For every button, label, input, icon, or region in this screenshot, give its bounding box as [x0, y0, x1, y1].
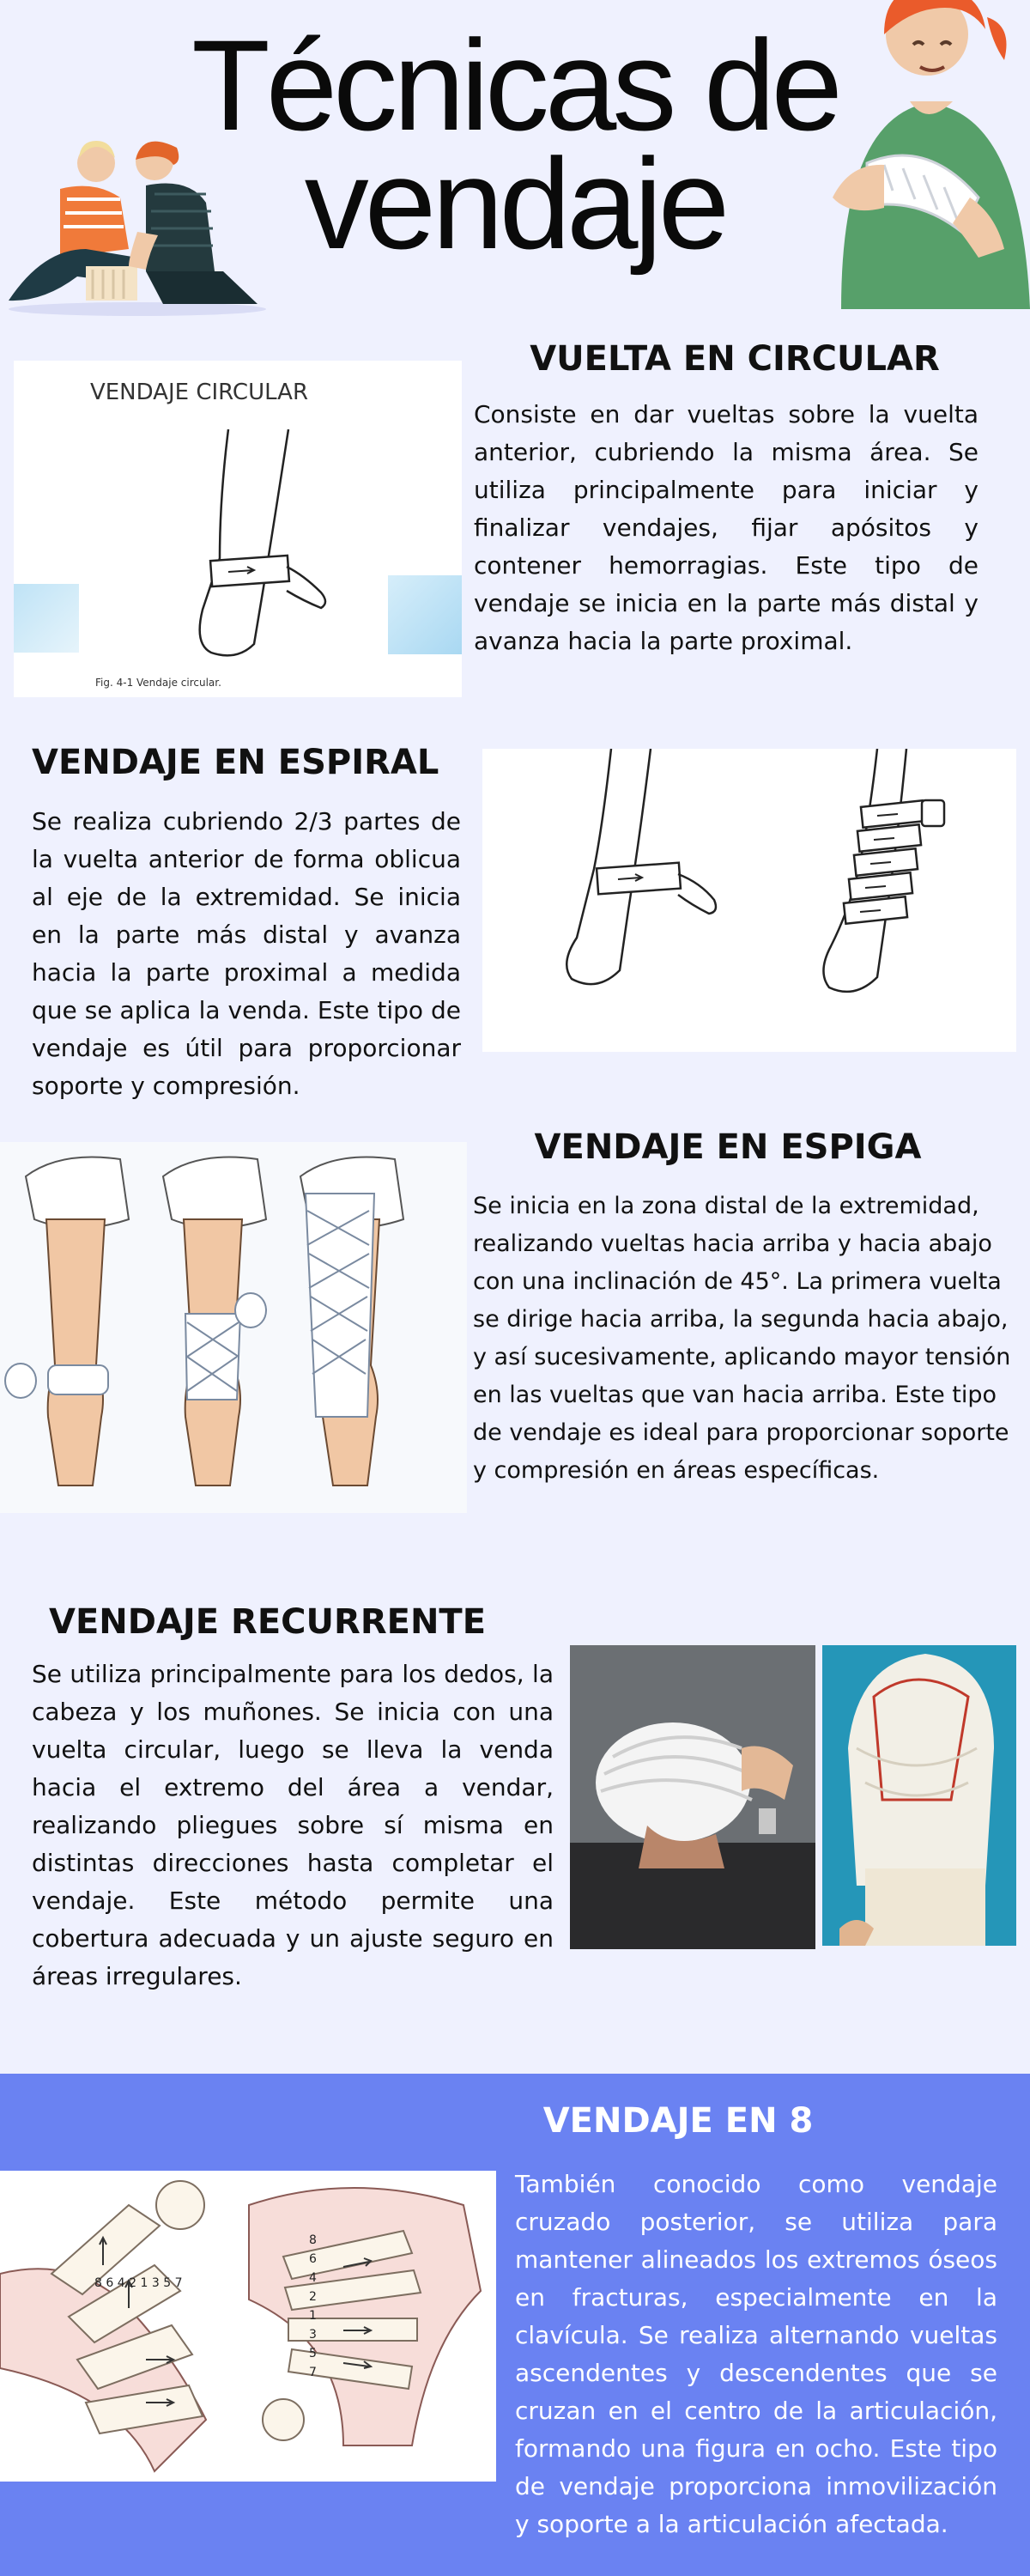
figure-number-left: 2 [129, 2276, 137, 2290]
first-aid-people-illustration [0, 137, 275, 318]
spiral-bandage-drawing [534, 749, 980, 1049]
figure-number-right: 2 [309, 2290, 317, 2304]
figure-number-right: 7 [309, 2366, 317, 2379]
figure-number-left: 7 [174, 2276, 183, 2290]
spiral-bandage-figure [482, 749, 1016, 1052]
injured-arm-person-illustration [824, 0, 1030, 318]
circular-text: Consiste en dar vueltas sobre la vuelta anterior, cubriendo la misma área. Se utiliza principalmente para iniciar y finalizar vendajes, fijar apósitos y contener hemorragias. Este tipo de vendaje se inicia en la parte más distal y avanza hacia la parte proximal. [474, 400, 978, 655]
figure-number-left: 8 [94, 2276, 102, 2290]
head-bandage-photo [570, 1645, 815, 1949]
figure-number-right: 6 [309, 2252, 317, 2266]
figure-number-right: 1 [309, 2309, 317, 2323]
figure-number-left: 3 [151, 2276, 160, 2290]
recurrente-text: Se utiliza principalmente para los dedos, la cabeza y los muñones. Se inicia con una vuelta circular, luego se lleva la venda hacia el extremo del área a vendar, realizando pliegues sobre sí misma en distintas direcciones hasta completar el vendaje. Este método permite una cobertura adecuada y un ajuste seguro en áreas irregulares. [32, 1660, 554, 1990]
circular-heading: VUELTA EN CIRCULAR [530, 339, 940, 379]
figure-number-left: 6 [106, 2276, 114, 2290]
espiga-text: Se inicia en la zona distal de la extremidad, realizando vueltas hacia arriba y hacia abajo con una inclinación de 45°. La primera vuelta se dirige hacia arriba, la segunda hacia abajo, y así sucesivamente, aplicando mayor tensión en las vueltas que van hacia arriba. Este tipo de vendaje es ideal para proporcionar soporte y compresión en áreas específicas. [473, 1193, 1011, 1484]
circular-bandage-figure [14, 361, 462, 697]
figure-eight-bandage-figure [0, 2171, 496, 2482]
espiral-text: Se realiza cubriendo 2/3 partes de la vuelta anterior de forma oblicua al eje de la extremidad. Se inicia en la parte más distal y avanza hacia la parte proximal a medida que se aplica la venda. Este tipo de vendaje es útil para proporcionar soporte y compresión. [32, 807, 461, 1100]
figure-eight-drawing [0, 2171, 496, 2482]
figure-number-right: 3 [309, 2328, 317, 2342]
figure-decor-right [388, 575, 462, 654]
espiral-heading: VENDAJE EN ESPIRAL [32, 743, 439, 782]
header [0, 0, 1030, 326]
figure-number-left: 5 [163, 2276, 172, 2290]
page-title-line-2: vendaje [304, 131, 726, 276]
head-bandage-drawing [570, 1645, 815, 1949]
espiga-heading: VENDAJE EN ESPIGA [534, 1127, 922, 1167]
figure-number-right: 4 [309, 2271, 317, 2285]
finger-bandage-drawing [822, 1645, 1016, 1946]
figure-number-right: 5 [309, 2347, 317, 2360]
ocho-text: También conocido como vendaje cruzado posterior, se utiliza para mantener alineados los extremos óseos en fracturas, especialmente en la clavícula. Se realiza alternando vueltas ascendentes y descendentes que se cruzan en el centro de la articulación, formando una figura en ocho. Este tipo de vendaje proporciona inmovilización y soporte a la articulación afectada. [515, 2170, 997, 2538]
figure-number-left: 4 [117, 2276, 125, 2290]
recurrente-heading: VENDAJE RECURRENTE [49, 1602, 487, 1642]
page-title-line-1: Técnicas de [191, 13, 839, 157]
figure-right-numbers [309, 2231, 343, 2382]
spica-bandage-figure [0, 1142, 467, 1513]
circular-bandage-drawing [151, 429, 357, 670]
figure-number-left: 1 [140, 2276, 148, 2290]
finger-bandage-photo [822, 1645, 1016, 1946]
spica-bandage-drawing [0, 1142, 467, 1513]
ocho-heading: VENDAJE EN 8 [542, 2101, 814, 2141]
figure-title: VENDAJE CIRCULAR [89, 380, 309, 405]
figure-number-right: 8 [309, 2233, 317, 2247]
figure-caption: Fig. 4-1 Vendaje circular. [95, 677, 221, 689]
figure-left-numbers [94, 2274, 232, 2293]
figure-decor-left [14, 584, 79, 653]
